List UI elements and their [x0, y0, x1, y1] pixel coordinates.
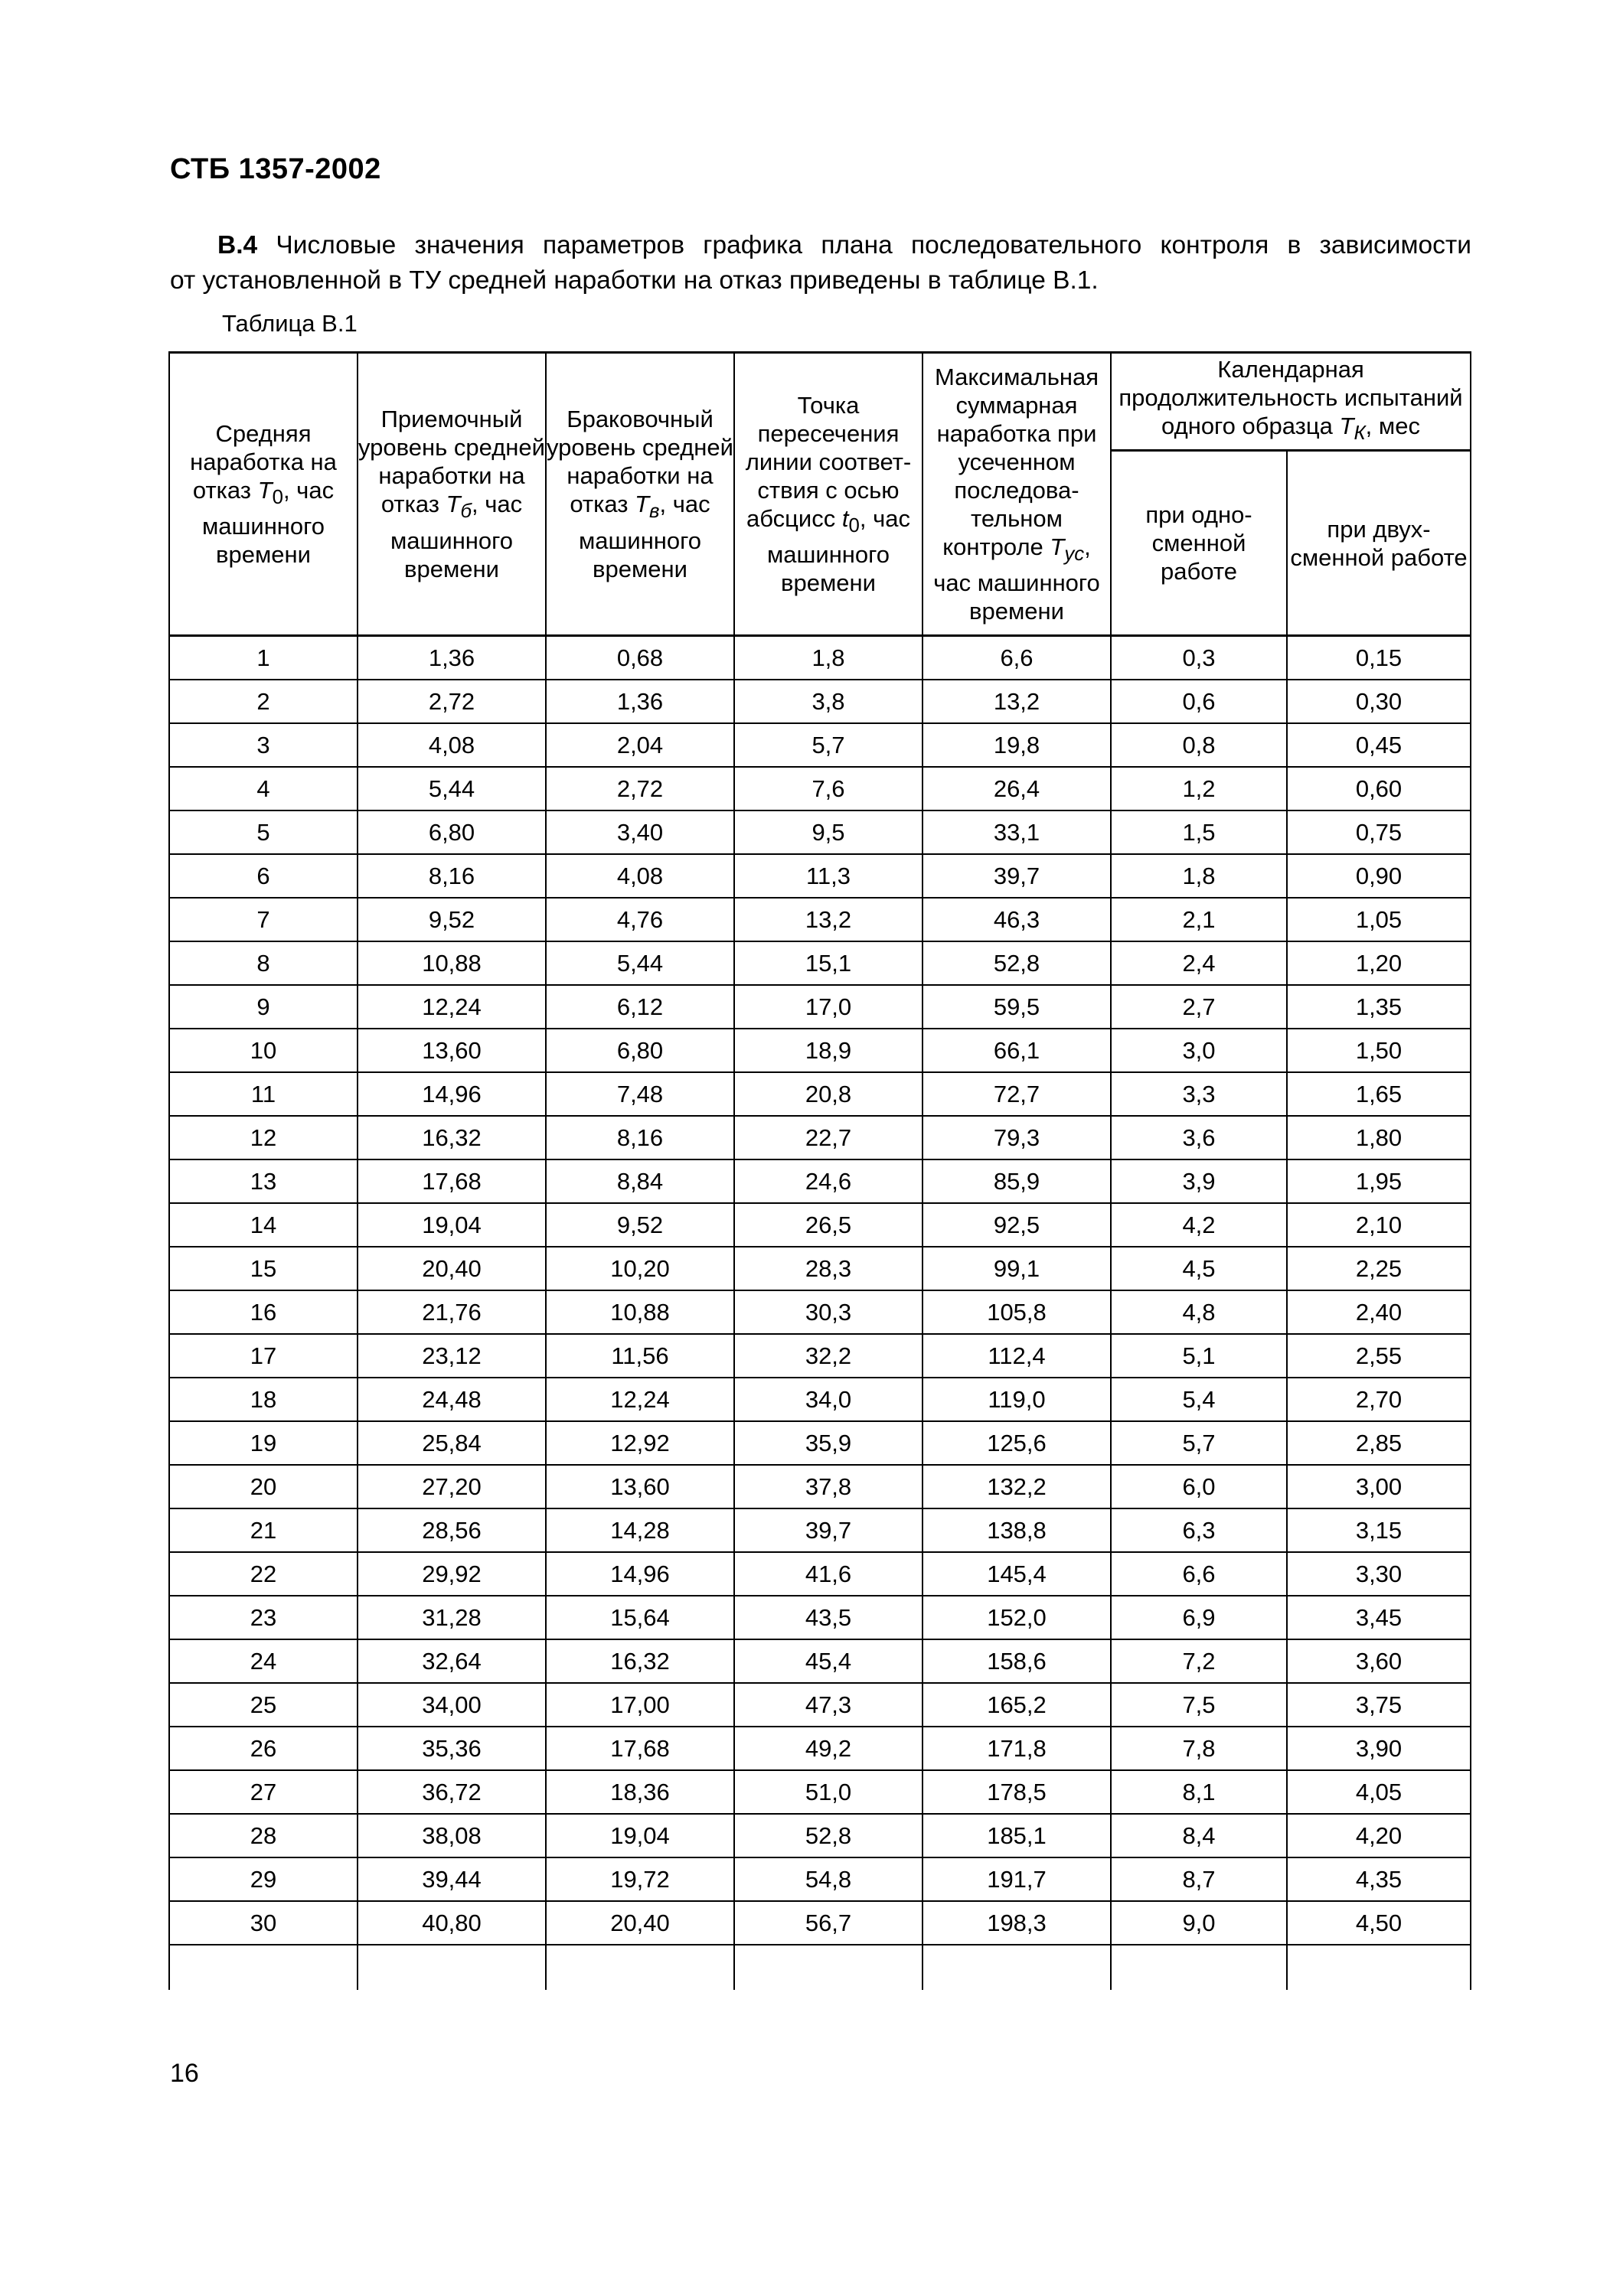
table-cell: 158,6	[923, 1639, 1111, 1683]
table-cell: 8,84	[546, 1159, 734, 1203]
table-cell: 1,05	[1287, 898, 1471, 941]
table-cell: 0,45	[1287, 723, 1471, 767]
table-cell: 1,36	[358, 636, 546, 680]
table-cell: 3,60	[1287, 1639, 1471, 1683]
table-cell: 7	[169, 898, 358, 941]
table-cell: 105,8	[923, 1290, 1111, 1334]
table-cell: 2,04	[546, 723, 734, 767]
table-cell: 2,1	[1111, 898, 1287, 941]
table-cell: 3,45	[1287, 1596, 1471, 1639]
table-cell: 2,4	[1111, 941, 1287, 985]
table-cell: 35,9	[734, 1421, 923, 1465]
table-cell: 15	[169, 1247, 358, 1290]
table-cell: 2,7	[1111, 985, 1287, 1029]
table-cell: 3,00	[1287, 1465, 1471, 1508]
table-cell: 10,20	[546, 1247, 734, 1290]
table-cell: 5,44	[358, 767, 546, 810]
intro-line-2: от установленной в ТУ средней наработки на отказ приведены в таблице В.1.	[170, 266, 1099, 295]
intro-label: В.4	[217, 231, 258, 259]
table-row	[169, 1116, 1471, 1159]
table-cell: 4,35	[1287, 1857, 1471, 1901]
table-cell: 59,5	[923, 985, 1111, 1029]
table-cell: 0,6	[1111, 680, 1287, 723]
table-cell: 1,20	[1287, 941, 1471, 985]
table-cell: 1,95	[1287, 1159, 1471, 1203]
table-cell: 4,8	[1111, 1290, 1287, 1334]
table-cell: 198,3	[923, 1901, 1111, 1945]
table-cell: 35,36	[358, 1727, 546, 1770]
table-cell: 19,04	[546, 1814, 734, 1857]
table-row	[169, 1770, 1471, 1814]
table-cell: 49,2	[734, 1727, 923, 1770]
table-cell: 1,50	[1287, 1029, 1471, 1072]
table-cell: 20,8	[734, 1072, 923, 1116]
table-cell: 3,15	[1287, 1508, 1471, 1552]
table-cell: 39,44	[358, 1857, 546, 1901]
table-cell: 7,6	[734, 767, 923, 810]
table-cell: 8,16	[546, 1116, 734, 1159]
intro-line-1	[170, 228, 1471, 263]
table-cell: 9,52	[358, 898, 546, 941]
table-cell: 152,0	[923, 1596, 1111, 1639]
table-cell: 10,88	[546, 1290, 734, 1334]
table-cell: 171,8	[923, 1727, 1111, 1770]
table-cell: 32,2	[734, 1334, 923, 1378]
table-cell: 12,24	[546, 1378, 734, 1421]
table-cell: 38,08	[358, 1814, 546, 1857]
table-cell: 99,1	[923, 1247, 1111, 1290]
table-row	[169, 1203, 1471, 1247]
table-cell: 1,8	[734, 636, 923, 680]
table-cell: 15,1	[734, 941, 923, 985]
table-cell: 4	[169, 767, 358, 810]
table-cell-empty	[169, 1945, 358, 1990]
table-cell: 2,10	[1287, 1203, 1471, 1247]
table-cell: 24,48	[358, 1378, 546, 1421]
table-cell: 26,5	[734, 1203, 923, 1247]
table-cell: 2,72	[358, 680, 546, 723]
table-cell: 32,64	[358, 1639, 546, 1683]
table-cell: 14,28	[546, 1508, 734, 1552]
header-single-shift: при одно- сменной работе	[1111, 451, 1287, 636]
table-cell: 9,52	[546, 1203, 734, 1247]
table-cell-empty	[734, 1945, 923, 1990]
table-row	[169, 810, 1471, 854]
table-row	[169, 1901, 1471, 1945]
table-cell: 11	[169, 1072, 358, 1116]
table-cell: 36,72	[358, 1770, 546, 1814]
table-row	[169, 854, 1471, 898]
table-cell: 8,1	[1111, 1770, 1287, 1814]
table-cell: 43,5	[734, 1596, 923, 1639]
table-cell: 2,40	[1287, 1290, 1471, 1334]
table-cell: 1,80	[1287, 1116, 1471, 1159]
table-cell: 17,00	[546, 1683, 734, 1727]
table-cell: 22	[169, 1552, 358, 1596]
table-cell: 16	[169, 1290, 358, 1334]
table-cell: 7,2	[1111, 1639, 1287, 1683]
table-cell: 9,5	[734, 810, 923, 854]
table-cell: 1,65	[1287, 1072, 1471, 1116]
table-cell: 6,12	[546, 985, 734, 1029]
table-cell: 5,1	[1111, 1334, 1287, 1378]
table-row-empty	[169, 1945, 1471, 1990]
table-cell: 11,3	[734, 854, 923, 898]
table-cell: 39,7	[734, 1508, 923, 1552]
table-cell: 18	[169, 1378, 358, 1421]
table-cell: 34,0	[734, 1378, 923, 1421]
table-cell: 22,7	[734, 1116, 923, 1159]
table-row	[169, 1072, 1471, 1116]
table-cell: 56,7	[734, 1901, 923, 1945]
table-cell: 23,12	[358, 1334, 546, 1378]
table-cell: 8,16	[358, 854, 546, 898]
table-cell: 9	[169, 985, 358, 1029]
table-cell: 66,1	[923, 1029, 1111, 1072]
table-cell: 17,68	[546, 1727, 734, 1770]
table-cell: 18,9	[734, 1029, 923, 1072]
table-cell: 3,9	[1111, 1159, 1287, 1203]
parameters-table	[168, 351, 1471, 1990]
table-cell: 23	[169, 1596, 358, 1639]
table-row	[169, 1596, 1471, 1639]
table-cell: 138,8	[923, 1508, 1111, 1552]
table-cell: 4,05	[1287, 1770, 1471, 1814]
table-cell: 31,28	[358, 1596, 546, 1639]
header-calendar-duration: Календарная продолжительность испытаний одного образца $Т_К$, мес	[1111, 353, 1471, 451]
table-cell: 1,35	[1287, 985, 1471, 1029]
table-cell: 16,32	[358, 1116, 546, 1159]
table-cell: 3,90	[1287, 1727, 1471, 1770]
table-cell: 185,1	[923, 1814, 1111, 1857]
table-cell: 1,36	[546, 680, 734, 723]
table-row	[169, 1857, 1471, 1901]
table-row	[169, 1465, 1471, 1508]
table-cell: 29	[169, 1857, 358, 1901]
table-cell: 19	[169, 1421, 358, 1465]
table-cell: 2,85	[1287, 1421, 1471, 1465]
header-intersection-point: Точка пересечения линии соответ- ствия с осью абсцисс $t_0$, час машинного времени	[734, 353, 923, 636]
table-cell-empty	[1287, 1945, 1471, 1990]
header-rejection-level: Браковочный уровень средней наработки на отказ $Т_в$, час машинного времени	[546, 353, 734, 636]
table-cell: 27	[169, 1770, 358, 1814]
header-max-total-time: Максимальная суммарная наработка при усеченном последова- тельном контроле $Т_{ус}$, час машинного времени	[923, 353, 1111, 636]
table-cell: 13,60	[546, 1465, 734, 1508]
table-row	[169, 1552, 1471, 1596]
table-cell: 2,70	[1287, 1378, 1471, 1421]
table-cell: 20	[169, 1465, 358, 1508]
table-cell: 28,3	[734, 1247, 923, 1290]
header-mean-time: Средняя наработка на отказ $T_0$, час машинного времени	[169, 353, 358, 636]
table-cell: 3	[169, 723, 358, 767]
table-cell: 33,1	[923, 810, 1111, 854]
table-cell: 25	[169, 1683, 358, 1727]
table-row	[169, 767, 1471, 810]
table-cell: 3,40	[546, 810, 734, 854]
table-cell-empty	[1111, 1945, 1287, 1990]
table-cell: 119,0	[923, 1378, 1111, 1421]
table-cell: 0,68	[546, 636, 734, 680]
table-row	[169, 1421, 1471, 1465]
table-row	[169, 1683, 1471, 1727]
table-cell: 40,80	[358, 1901, 546, 1945]
table-cell: 125,6	[923, 1421, 1111, 1465]
table-cell: 6,80	[546, 1029, 734, 1072]
table-cell: 4,50	[1287, 1901, 1471, 1945]
table-cell: 8	[169, 941, 358, 985]
table-cell: 165,2	[923, 1683, 1111, 1727]
table-cell: 21,76	[358, 1290, 546, 1334]
table-cell: 3,30	[1287, 1552, 1471, 1596]
intro-paragraph	[170, 228, 1471, 298]
table-cell: 12,24	[358, 985, 546, 1029]
table-cell: 20,40	[546, 1901, 734, 1945]
table-row	[169, 1159, 1471, 1203]
table-cell: 0,75	[1287, 810, 1471, 854]
table-cell: 17,68	[358, 1159, 546, 1203]
table-cell: 13,60	[358, 1029, 546, 1072]
table-cell: 12,92	[546, 1421, 734, 1465]
table-cell: 5,7	[1111, 1421, 1287, 1465]
table-cell: 2,55	[1287, 1334, 1471, 1378]
table-cell: 92,5	[923, 1203, 1111, 1247]
table-cell: 10,88	[358, 941, 546, 985]
table-cell: 79,3	[923, 1116, 1111, 1159]
table-cell: 3,0	[1111, 1029, 1287, 1072]
table-cell: 0,90	[1287, 854, 1471, 898]
table-cell: 26,4	[923, 767, 1111, 810]
table-cell-empty	[546, 1945, 734, 1990]
table-cell: 37,8	[734, 1465, 923, 1508]
table-cell: 34,00	[358, 1683, 546, 1727]
table-cell: 30,3	[734, 1290, 923, 1334]
table-cell: 0,3	[1111, 636, 1287, 680]
table-row	[169, 898, 1471, 941]
table-cell: 8,7	[1111, 1857, 1287, 1901]
table-cell: 46,3	[923, 898, 1111, 941]
table-cell: 26	[169, 1727, 358, 1770]
table-row	[169, 1727, 1471, 1770]
table-cell: 20,40	[358, 1247, 546, 1290]
table-cell: 3,8	[734, 680, 923, 723]
table-cell: 5,7	[734, 723, 923, 767]
table-cell: 17,0	[734, 985, 923, 1029]
table-cell: 5	[169, 810, 358, 854]
table-cell-empty	[358, 1945, 546, 1990]
table-cell: 47,3	[734, 1683, 923, 1727]
table-cell: 7,48	[546, 1072, 734, 1116]
table-cell: 19,72	[546, 1857, 734, 1901]
table-cell: 19,8	[923, 723, 1111, 767]
table-cell: 17	[169, 1334, 358, 1378]
table-cell: 4,2	[1111, 1203, 1287, 1247]
table-cell: 85,9	[923, 1159, 1111, 1203]
intro-text: Числовые значения параметров графика плана последовательного контроля в зависимости	[257, 231, 1471, 259]
table-cell: 1,5	[1111, 810, 1287, 854]
table-cell: 6,0	[1111, 1465, 1287, 1508]
table-cell: 7,8	[1111, 1727, 1287, 1770]
table-body	[169, 636, 1471, 1991]
table-cell: 52,8	[923, 941, 1111, 985]
table-cell: 4,08	[546, 854, 734, 898]
table-cell: 54,8	[734, 1857, 923, 1901]
table-cell: 11,56	[546, 1334, 734, 1378]
table-cell: 4,08	[358, 723, 546, 767]
table-cell: 5,44	[546, 941, 734, 985]
table-cell: 10	[169, 1029, 358, 1072]
table-cell: 14,96	[358, 1072, 546, 1116]
header-acceptance-level: Приемочный уровень средней наработки на отказ $Т_б$, час машинного времени	[358, 353, 546, 636]
table-cell: 6,9	[1111, 1596, 1287, 1639]
table-cell: 6,3	[1111, 1508, 1287, 1552]
table-cell: 39,7	[923, 854, 1111, 898]
table-cell: 21	[169, 1508, 358, 1552]
table-row	[169, 1334, 1471, 1378]
table-cell: 13,2	[734, 898, 923, 941]
table-cell: 14	[169, 1203, 358, 1247]
table-cell: 9,0	[1111, 1901, 1287, 1945]
table-cell: 16,32	[546, 1639, 734, 1683]
table-caption: Таблица В.1	[222, 310, 358, 337]
table-cell: 45,4	[734, 1639, 923, 1683]
table-cell: 7,5	[1111, 1683, 1287, 1727]
table-cell: 2,72	[546, 767, 734, 810]
table-cell: 8,4	[1111, 1814, 1287, 1857]
table-cell: 14,96	[546, 1552, 734, 1596]
table-row	[169, 1639, 1471, 1683]
document-code: СТБ 1357-2002	[170, 153, 381, 185]
table-cell: 28,56	[358, 1508, 546, 1552]
table-cell: 41,6	[734, 1552, 923, 1596]
table-cell: 3,75	[1287, 1683, 1471, 1727]
table-row	[169, 680, 1471, 723]
table-cell: 12	[169, 1116, 358, 1159]
table-cell: 29,92	[358, 1552, 546, 1596]
table-cell: 25,84	[358, 1421, 546, 1465]
table-cell: 72,7	[923, 1072, 1111, 1116]
table-cell: 24	[169, 1639, 358, 1683]
table-cell: 28	[169, 1814, 358, 1857]
table-cell: 2,25	[1287, 1247, 1471, 1290]
table-row	[169, 723, 1471, 767]
table-row	[169, 1508, 1471, 1552]
table-cell: 178,5	[923, 1770, 1111, 1814]
table-cell: 6	[169, 854, 358, 898]
table-row	[169, 1029, 1471, 1072]
table-cell: 1,2	[1111, 767, 1287, 810]
table-cell: 52,8	[734, 1814, 923, 1857]
table-cell: 6,80	[358, 810, 546, 854]
table-cell: 0,15	[1287, 636, 1471, 680]
table-cell: 4,5	[1111, 1247, 1287, 1290]
page-number: 16	[170, 2059, 199, 2088]
table-cell: 4,76	[546, 898, 734, 941]
table-row	[169, 985, 1471, 1029]
table-row	[169, 1814, 1471, 1857]
table-cell: 1	[169, 636, 358, 680]
table-cell: 112,4	[923, 1334, 1111, 1378]
table-row	[169, 941, 1471, 985]
table-cell: 5,4	[1111, 1378, 1287, 1421]
table-row	[169, 1378, 1471, 1421]
table-cell: 30	[169, 1901, 358, 1945]
table-cell: 27,20	[358, 1465, 546, 1508]
table-row	[169, 1247, 1471, 1290]
table-cell: 0,30	[1287, 680, 1471, 723]
table-cell: 13,2	[923, 680, 1111, 723]
header-double-shift: при двух- сменной работе	[1287, 451, 1471, 636]
table-cell: 6,6	[923, 636, 1111, 680]
table-cell: 0,8	[1111, 723, 1287, 767]
table-cell: 1,8	[1111, 854, 1287, 898]
table-cell: 2	[169, 680, 358, 723]
table-cell: 51,0	[734, 1770, 923, 1814]
table-cell: 3,6	[1111, 1116, 1287, 1159]
table-cell-empty	[923, 1945, 1111, 1990]
table-cell: 3,3	[1111, 1072, 1287, 1116]
table-cell: 4,20	[1287, 1814, 1471, 1857]
table-cell: 0,60	[1287, 767, 1471, 810]
table-cell: 24,6	[734, 1159, 923, 1203]
table-cell: 13	[169, 1159, 358, 1203]
table-cell: 18,36	[546, 1770, 734, 1814]
table-cell: 191,7	[923, 1857, 1111, 1901]
table-cell: 15,64	[546, 1596, 734, 1639]
table-cell: 19,04	[358, 1203, 546, 1247]
table-row	[169, 1290, 1471, 1334]
table-cell: 6,6	[1111, 1552, 1287, 1596]
table-cell: 132,2	[923, 1465, 1111, 1508]
table-row	[169, 636, 1471, 680]
table-cell: 145,4	[923, 1552, 1111, 1596]
